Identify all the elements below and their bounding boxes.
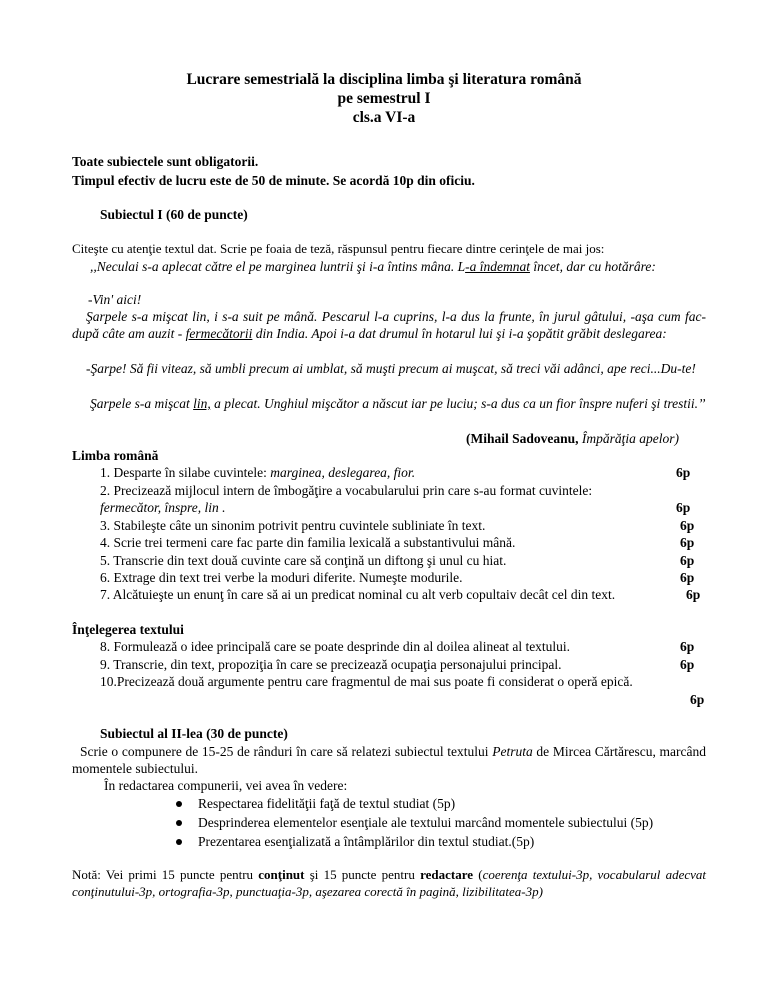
- question-6: 6. Extrage din text trei verbe la moduri diferite. Numeşte modurile.: [100, 570, 463, 585]
- question-9-points: 6p: [680, 657, 695, 672]
- text-source: (Mihail Sadoveanu, Împărăţia apelor): [466, 431, 680, 446]
- question-5-points: 6p: [680, 553, 695, 568]
- subject2-heading: Subiectul al II-lea (30 de puncte): [100, 726, 288, 741]
- subject1-intro: Citeşte cu atenţie textul dat. Scrie pe foaia de teză, răspunsul pentru fiecare dintre cerinţele de mai jos:: [72, 241, 605, 256]
- criterion-3: Prezentarea esenţializată a întâmplărilor din textul studiat.(5p): [198, 834, 535, 849]
- question-6-points: 6p: [680, 570, 695, 585]
- question-2-words: fermecător, înspre, lin .: [100, 500, 226, 515]
- grading-note: Notă: Vei primi 15 puncte pentru conţinut şi 15 puncte pentru redactare (coerenţa textului-3p, vocabularul adecvat conţinutului-3p, ortografia-3p, punctuaţia-3p, aşezarea corectă în pagină, lizibilitatea-3p): [72, 867, 706, 899]
- question-9: 9. Transcrie, din text, propoziţia în care se precizează ocupaţia personajului principal.: [100, 657, 562, 672]
- subject2-task: Scrie o compunere de 15-25 de rânduri în care să relatezi subiectul textului Petruta de Mircea Cărtărescu, marcând momentele subiectului.: [72, 744, 706, 776]
- question-8: 8. Formulează o idee principală care se poate desprinde din al doilea alineat al textului.: [100, 639, 571, 654]
- question-3: 3. Stabileşte câte un sinonim potrivit pentru cuvintele subliniate în text.: [100, 518, 486, 533]
- criterion-1: Respectarea fidelităţii faţă de textul studiat (5p): [198, 796, 456, 811]
- subject1-heading: Subiectul I (60 de puncte): [100, 207, 248, 222]
- intelegere-heading: Înţelegerea textului: [72, 622, 184, 637]
- question-2-points: 6p: [676, 500, 691, 515]
- text-paragraph-4: -Şarpe! Să fii viteaz, să umbli precum ai umblat, să muşti precum ai muşcat, să treci văi adânci, ape reci...Du-te!: [86, 361, 696, 376]
- title-line-1: Lucrare semestrială la disciplina limba şi literatura română: [186, 71, 582, 88]
- title-line-3: cls.a VI-a: [352, 109, 416, 126]
- question-1-points: 6p: [676, 465, 691, 480]
- question-1: 1. Desparte în silabe cuvintele: marginea, deslegarea, fior.: [100, 465, 416, 480]
- text-paragraph-2: -Vin' aici!: [88, 292, 142, 307]
- question-8-points: 6p: [680, 639, 695, 654]
- question-5: 5. Transcrie din text două cuvinte care să conţină un diftong şi unul cu hiat.: [100, 553, 507, 568]
- question-7-points: 6p: [686, 587, 701, 602]
- text-paragraph-1: ,,Neculai s-a aplecat către el pe marginea luntrii şi i-a întins mâna. L-a îndemnat încet, dar cu hotărâre:: [90, 259, 656, 274]
- bullet-icon: [176, 839, 182, 845]
- text-paragraph-3: Şarpele s-a mişcat lin, i s-a suit pe mână. Pescarul l-a cuprins, l-a dus la frunte, în jurul gâtului, -aşa cum fac- după câte am auzit - fermecătorii din India. Apoi i-a dat drumul în hotarul lui şi i-a şopătit grăbit deslegarea:: [72, 309, 706, 341]
- instruction-time: Timpul efectiv de lucru este de 50 de minute. Se acordă 10p din oficiu.: [72, 173, 475, 188]
- question-4: 4. Scrie trei termeni care fac parte din familia lexicală a substantivului mână.: [100, 535, 516, 550]
- bullet-icon: [176, 801, 182, 807]
- bullet-icon: [176, 820, 182, 826]
- text-paragraph-5: Şarpele s-a mişcat lin, a plecat. Unghiul mişcător a născut iar pe luciu; s-a dus ca un fior înspre nuferi şi trestii.’’: [90, 396, 706, 411]
- limba-romana-heading: Limba română: [72, 448, 159, 463]
- criterion-2: Desprinderea elementelor esenţiale ale textului marcând momentele subiectului (5p): [198, 815, 654, 830]
- question-2: 2. Precizează mijlocul intern de îmbogăţire a vocabularului prin care s-au format cuvintele:: [100, 483, 593, 498]
- instruction-mandatory: Toate subiectele sunt obligatorii.: [72, 154, 259, 169]
- title-line-2: pe semestrul I: [337, 90, 431, 107]
- question-4-points: 6p: [680, 535, 695, 550]
- question-10: 10.Precizează două argumente pentru care fragmentul de mai sus poate fi considerat o operă epică.: [100, 674, 633, 689]
- question-3-points: 6p: [680, 518, 695, 533]
- question-10-points: 6p: [690, 692, 705, 707]
- criteria-intro: În redactarea compunerii, vei avea în vedere:: [104, 778, 348, 793]
- question-7: 7. Alcătuieşte un enunţ în care să ai un predicat nominal cu alt verb copultaiv decât cel din text.: [100, 587, 616, 602]
